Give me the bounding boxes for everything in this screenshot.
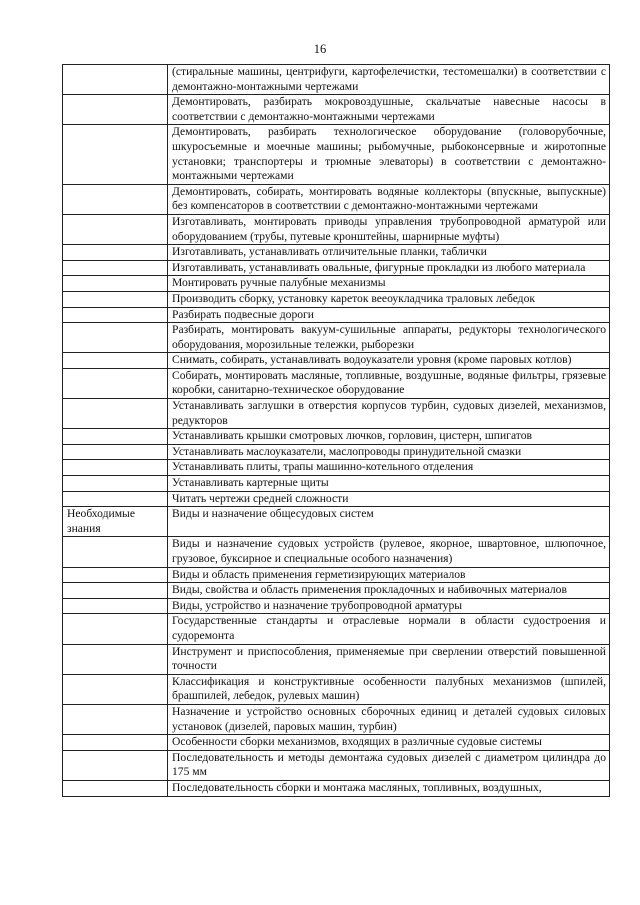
table-row <box>63 491 610 507</box>
row-description-cell: Устанавливать заглушки в отверстия корпусов турбин, судовых дизелей, механизмов, редукторов <box>168 399 610 429</box>
table-row <box>63 460 610 476</box>
row-description-cell: Изготавливать, монтировать приводы управления трубопроводной арматурой или оборудованием (трубы, путевые кронштейны, шарнирные муфты) <box>168 214 610 244</box>
row-category-cell <box>63 750 168 780</box>
row-description-cell: Виды и назначение судовых устройств (рулевое, якорное, швартовное, шлюпочное, грузовое, буксирное и специальные особого назначения) <box>168 537 610 567</box>
row-category-cell <box>63 65 168 95</box>
row-category-cell <box>63 598 168 614</box>
row-category-cell <box>63 780 168 796</box>
table-row <box>63 245 610 261</box>
row-category-cell <box>63 245 168 261</box>
row-category-cell <box>63 125 168 184</box>
row-description-cell: Изготавливать, устанавливать овальные, фигурные прокладки из любого материала <box>168 260 610 276</box>
row-category-cell <box>63 704 168 734</box>
row-description-cell: Инструмент и приспособления, применяемые при сверлении отверстий повышенной точности <box>168 644 610 674</box>
row-description-cell: Собирать, монтировать масляные, топливные, воздушные, водяные фильтры, грязевые коробки, санитарно-техническое оборудование <box>168 368 610 398</box>
row-description-cell: Классификация и конструктивные особенности палубных механизмов (шпилей, брашпилей, лебедок, рулевых машин) <box>168 674 610 704</box>
row-description-cell: Устанавливать маслоуказатели, маслопроводы принудительной смазки <box>168 444 610 460</box>
table-body <box>63 65 610 797</box>
row-description-cell: Демонтировать, разбирать технологическое оборудование (головорубочные, шкуросъемные и моечные машины; рыбомучные, рыбоконсервные и жиротопные установки; транспортеры и трюмные элеваторы) в соответствии с демонтажно-монтажными чертежами <box>168 125 610 184</box>
table-row <box>63 583 610 599</box>
table-row <box>63 125 610 184</box>
table-row <box>63 65 610 95</box>
row-description-cell: Устанавливать крышки смотровых лючков, горловин, цистерн, шпигатов <box>168 429 610 445</box>
table-row <box>63 644 610 674</box>
table-row <box>63 674 610 704</box>
row-description-cell: (стиральные машины, центрифуги, картофелечистки, тестомешалки) в соответствии с демонтажно-монтажными чертежами <box>168 65 610 95</box>
row-category-cell <box>63 399 168 429</box>
row-description-cell: Снимать, собирать, устанавливать водоуказатели уровня (кроме паровых котлов) <box>168 353 610 369</box>
table-row <box>63 780 610 796</box>
row-category-cell <box>63 260 168 276</box>
row-category-cell <box>63 323 168 353</box>
table-row <box>63 323 610 353</box>
row-description-cell: Производить сборку, установку кареток вееоукладчика траловых лебедок <box>168 291 610 307</box>
table-row <box>63 537 610 567</box>
row-description-cell: Разбирать, монтировать вакуум-сушильные аппараты, редукторы технологического оборудования, морозильные тележки, рыборезки <box>168 323 610 353</box>
row-description-cell: Разбирать подвесные дороги <box>168 307 610 323</box>
table-row <box>63 735 610 751</box>
row-category-cell <box>63 368 168 398</box>
row-category-cell <box>63 537 168 567</box>
row-category-cell <box>63 214 168 244</box>
row-category-cell <box>63 444 168 460</box>
row-description-cell: Демонтировать, собирать, монтировать водяные коллекторы (впускные, выпускные) без компенсаторов в соответствии с демонтажно-монтажными чертежами <box>168 184 610 214</box>
row-description-cell: Виды, свойства и область применения прокладочных и набивочных материалов <box>168 583 610 599</box>
row-category-cell <box>63 644 168 674</box>
row-description-cell: Демонтировать, разбирать мокровоздушные, скальчатые навесные насосы в соответствии с демонтажно-монтажными чертежами <box>168 95 610 125</box>
table-row <box>63 276 610 292</box>
table-row <box>63 444 610 460</box>
row-description-cell: Виды и назначение общесудовых систем <box>168 507 610 537</box>
table-row <box>63 291 610 307</box>
row-category-cell <box>63 95 168 125</box>
table-row <box>63 214 610 244</box>
row-description-cell: Виды и область применения герметизирующих материалов <box>168 567 610 583</box>
table-row <box>63 184 610 214</box>
table-row <box>63 598 610 614</box>
row-description-cell: Последовательность и методы демонтажа судовых дизелей с диаметром цилиндра до 175 мм <box>168 750 610 780</box>
row-category-cell <box>63 307 168 323</box>
table-row <box>63 353 610 369</box>
row-category-cell <box>63 614 168 644</box>
table-row <box>63 260 610 276</box>
table-row <box>63 507 610 537</box>
row-category-cell <box>63 460 168 476</box>
row-category-cell: Необходимые знания <box>63 507 168 537</box>
row-category-cell <box>63 583 168 599</box>
table-row <box>63 95 610 125</box>
row-category-cell <box>63 429 168 445</box>
row-category-cell <box>63 353 168 369</box>
row-description-cell: Устанавливать плиты, трапы машинно-котельного отделения <box>168 460 610 476</box>
table-row <box>63 750 610 780</box>
page-number: 16 <box>313 42 327 56</box>
table-row <box>63 368 610 398</box>
row-category-cell <box>63 735 168 751</box>
row-description-cell: Читать чертежи средней сложности <box>168 491 610 507</box>
row-description-cell: Монтировать ручные палубные механизмы <box>168 276 610 292</box>
row-description-cell: Изготавливать, устанавливать отличительные планки, таблички <box>168 245 610 261</box>
row-description-cell: Последовательность сборки и монтажа масляных, топливных, воздушных, <box>168 780 610 796</box>
row-description-cell: Государственные стандарты и отраслевые нормали в области судостроения и судоремонта <box>168 614 610 644</box>
row-description-cell: Особенности сборки механизмов, входящих в различные судовые системы <box>168 735 610 751</box>
row-description-cell: Виды, устройство и назначение трубопроводной арматуры <box>168 598 610 614</box>
row-category-cell <box>63 291 168 307</box>
table-row <box>63 476 610 492</box>
table-row <box>63 399 610 429</box>
table-row <box>63 307 610 323</box>
table-row <box>63 704 610 734</box>
table-row <box>63 567 610 583</box>
table-row <box>63 429 610 445</box>
row-category-cell <box>63 184 168 214</box>
competency-table <box>62 64 610 797</box>
row-category-cell <box>63 491 168 507</box>
row-category-cell <box>63 567 168 583</box>
row-category-cell <box>63 276 168 292</box>
row-description-cell: Назначение и устройство основных сборочных единиц и деталей судовых силовых установок (дизелей, паровых машин, турбин) <box>168 704 610 734</box>
row-category-cell <box>63 674 168 704</box>
row-description-cell: Устанавливать картерные щиты <box>168 476 610 492</box>
row-category-cell <box>63 476 168 492</box>
table-row <box>63 614 610 644</box>
